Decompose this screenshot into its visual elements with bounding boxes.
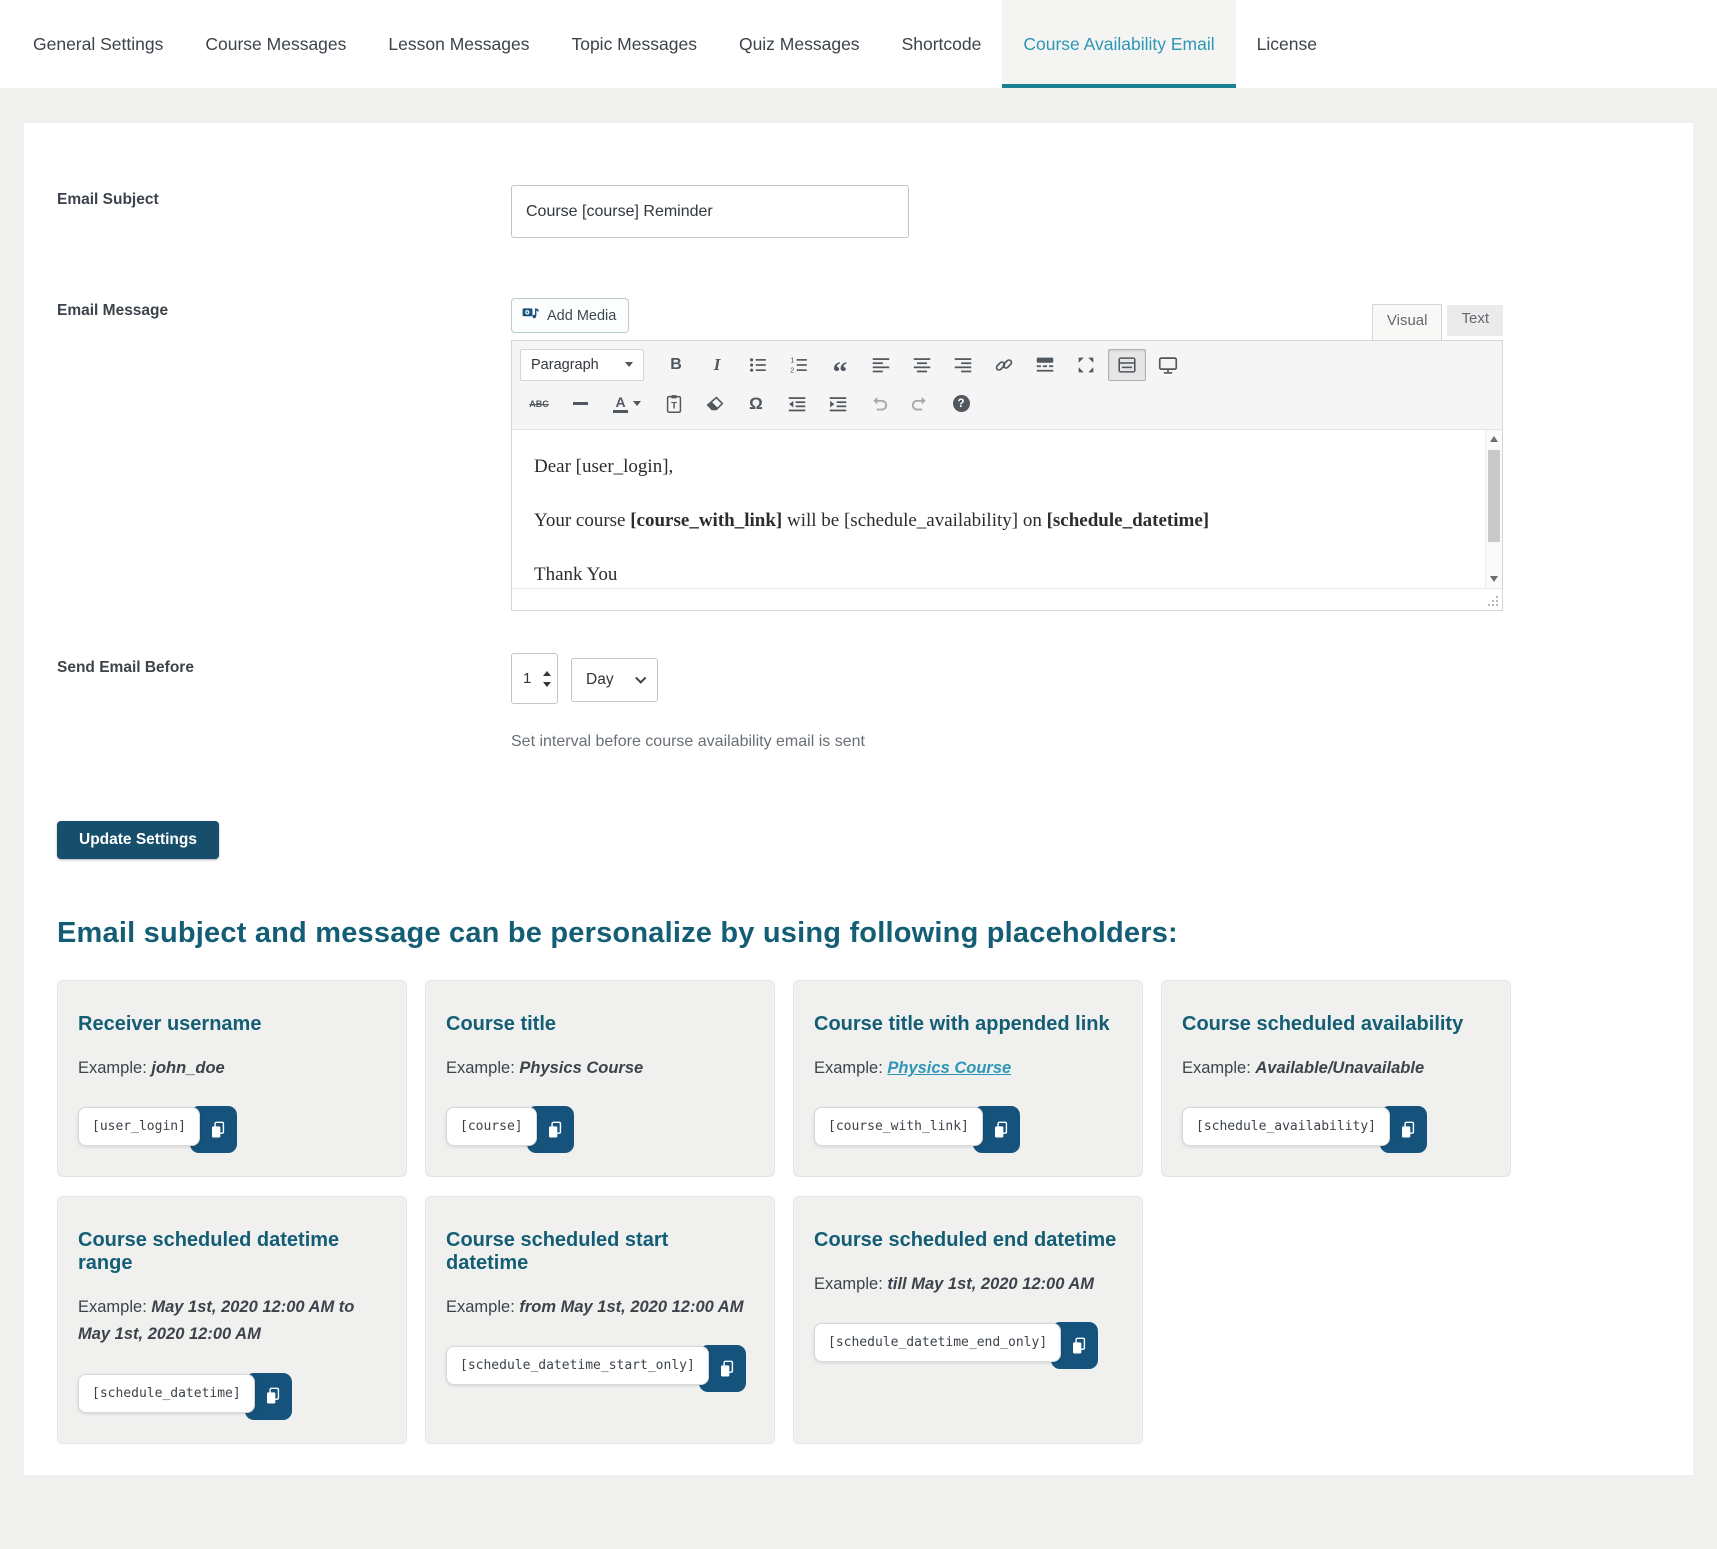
fullscreen-icon — [1075, 354, 1097, 376]
align-center-icon — [911, 354, 933, 376]
email-message-label: Email Message — [57, 302, 169, 319]
toolbar-toggle-button[interactable] — [1108, 349, 1146, 381]
numbered-list-button[interactable] — [780, 349, 818, 381]
chevron-down-icon — [625, 362, 633, 367]
italic-icon: I — [713, 354, 721, 374]
editor-content-area[interactable] — [512, 430, 1502, 588]
eraser-icon — [704, 393, 726, 415]
email-body-line: Thank You — [534, 564, 618, 585]
wp-editor — [511, 296, 1503, 611]
align-center-button[interactable] — [903, 349, 941, 381]
toolbar-row-2 — [520, 384, 1494, 423]
interval-number-input[interactable]: 1 — [511, 653, 558, 704]
copy-icon — [263, 1386, 283, 1406]
bulleted-list-icon — [747, 354, 769, 376]
shortcode-chip: [course] — [446, 1107, 537, 1146]
outdent-button[interactable] — [778, 388, 816, 420]
align-left-icon — [870, 354, 892, 376]
italic-button[interactable] — [698, 349, 736, 381]
visual-mode-tab[interactable]: Visual — [1372, 304, 1443, 340]
card-example: Example: May 1st, 2020 12:00 AM to May 1st, 2020 12:00 AM — [78, 1298, 355, 1344]
shortcode-chip: [user_login] — [78, 1107, 200, 1146]
tab-shortcode[interactable]: Shortcode — [901, 33, 982, 54]
copy-icon — [991, 1120, 1011, 1140]
paste-as-text-button[interactable] — [655, 388, 693, 420]
send-email-before-label: Send Email Before — [57, 659, 194, 676]
distraction-free-button[interactable] — [1149, 349, 1187, 381]
tab-quiz-messages[interactable]: Quiz Messages — [738, 33, 860, 54]
placeholder-card-schedule-availability — [1161, 980, 1511, 1177]
send-email-before-row — [57, 653, 1513, 751]
card-example: Example: Physics Course — [814, 1059, 1012, 1077]
placeholders-heading: Email subject and message can be personalize by using following placeholders: — [57, 917, 1178, 949]
help-button[interactable] — [942, 388, 980, 420]
tab-course-availability-email[interactable]: Course Availability Email — [1002, 0, 1235, 88]
align-right-icon — [952, 354, 974, 376]
placeholder-card-course — [425, 980, 775, 1177]
number-stepper — [543, 671, 551, 687]
copy-icon — [1398, 1120, 1418, 1140]
horizontal-rule-button[interactable] — [561, 388, 599, 420]
card-title: Course title — [446, 1013, 557, 1035]
card-title: Course scheduled datetime range — [78, 1229, 340, 1275]
bold-button[interactable] — [657, 349, 695, 381]
card-title: Course scheduled availability — [1182, 1013, 1464, 1035]
shortcode-chip: [schedule_datetime] — [78, 1374, 255, 1413]
placeholder-card-course-with-link — [793, 980, 1143, 1177]
card-title: Course title with appended link — [814, 1013, 1110, 1035]
copy-icon — [545, 1120, 565, 1140]
fullscreen-button[interactable] — [1067, 349, 1105, 381]
monitor-icon — [1157, 354, 1179, 376]
indent-button[interactable] — [819, 388, 857, 420]
blockquote-button[interactable]: “ — [821, 349, 859, 381]
bulleted-list-button[interactable] — [739, 349, 777, 381]
card-title: Course scheduled start datetime — [446, 1229, 669, 1275]
svg-text:T: T — [671, 400, 677, 412]
email-subject-row — [57, 185, 1513, 238]
resize-grip[interactable] — [1486, 594, 1498, 606]
email-subject-input[interactable] — [511, 185, 909, 238]
shortcode-chip: [schedule_datetime_start_only] — [446, 1346, 709, 1385]
copy-icon — [1069, 1336, 1089, 1356]
text-mode-tab[interactable]: Text — [1447, 305, 1503, 336]
special-character-button[interactable] — [737, 388, 775, 420]
editor-scrollbar[interactable] — [1485, 430, 1502, 588]
editor-toolbar — [512, 341, 1502, 430]
numbered-list-icon — [788, 354, 810, 376]
help-icon: ? — [953, 395, 970, 412]
placeholder-card-schedule-datetime — [57, 1196, 407, 1443]
copy-icon — [717, 1359, 737, 1379]
add-media-label: Add Media — [547, 307, 617, 324]
scroll-down-arrow[interactable] — [1486, 571, 1502, 587]
shortcode-chip: [course_with_link] — [814, 1107, 983, 1146]
placeholder-card-schedule-end — [793, 1196, 1143, 1443]
placeholder-card-schedule-start — [425, 1196, 775, 1443]
tab-general-settings[interactable]: General Settings — [33, 33, 164, 54]
stepper-down-icon[interactable] — [543, 682, 551, 687]
settings-tab-bar — [0, 0, 1717, 88]
indent-icon — [827, 393, 849, 415]
editor-status-bar — [512, 588, 1502, 610]
shortcode-chip: [schedule_datetime_end_only] — [814, 1323, 1061, 1362]
update-settings-button[interactable]: Update Settings — [57, 821, 219, 859]
email-subject-label: Email Subject — [57, 191, 159, 208]
align-left-button[interactable] — [862, 349, 900, 381]
settings-panel — [24, 123, 1693, 1475]
outdent-icon — [786, 393, 808, 415]
email-message-row — [57, 296, 1513, 611]
email-body-line: Dear [user_login], — [534, 456, 674, 477]
toolbar-toggle-icon — [1116, 354, 1138, 376]
card-example: Example: Available/Unavailable — [1182, 1059, 1425, 1077]
copy-icon — [208, 1120, 228, 1140]
undo-icon — [868, 393, 890, 415]
clear-formatting-button[interactable] — [696, 388, 734, 420]
tab-license[interactable]: License — [1256, 33, 1317, 54]
redo-icon — [909, 393, 931, 415]
shortcode-chip: [schedule_availability] — [1182, 1107, 1390, 1146]
editor-tools-row — [511, 296, 1503, 340]
card-example: Example: Physics Course — [446, 1059, 644, 1077]
read-more-button[interactable] — [1026, 349, 1064, 381]
undo-button[interactable] — [860, 388, 898, 420]
text-color-icon: A — [613, 394, 627, 413]
editor-box — [511, 340, 1503, 611]
card-example: Example: from May 1st, 2020 12:00 AM — [446, 1298, 744, 1317]
card-example: Example: till May 1st, 2020 12:00 AM — [814, 1275, 1095, 1294]
email-body-line: Your course [course_with_link] will be [schedule_availability] on [schedule_datetime] — [534, 510, 1210, 531]
align-right-button[interactable] — [944, 349, 982, 381]
strikethrough-icon: ABC — [529, 398, 549, 409]
interval-help-text: Set interval before course availability email is sent — [511, 733, 865, 750]
toolbar-row-1 — [520, 345, 1494, 389]
horizontal-rule-icon — [573, 402, 588, 404]
interval-unit-select[interactable]: Day — [571, 658, 658, 702]
insert-link-button[interactable] — [985, 349, 1023, 381]
chevron-down-icon — [633, 401, 641, 406]
card-title: Course scheduled end datetime — [814, 1229, 1117, 1252]
omega-icon: Ω — [749, 393, 763, 413]
paragraph-style-select[interactable]: Paragraph — [520, 349, 644, 381]
send-email-before-controls — [511, 653, 1513, 704]
bold-icon: B — [670, 355, 682, 373]
add-media-button[interactable] — [511, 298, 629, 333]
read-more-icon — [1034, 354, 1056, 376]
link-icon — [993, 354, 1015, 376]
placeholder-cards-grid — [57, 980, 1513, 1444]
tab-course-messages[interactable]: Course Messages — [205, 33, 347, 54]
scrollbar-thumb[interactable] — [1488, 450, 1500, 542]
email-body-text — [512, 430, 1502, 586]
stepper-up-icon[interactable] — [543, 671, 551, 676]
text-color-button[interactable] — [602, 388, 652, 420]
example-course-link[interactable]: Physics Course — [887, 1059, 1012, 1077]
paste-as-text-icon — [663, 393, 685, 415]
scroll-up-arrow[interactable] — [1486, 431, 1502, 447]
editor-mode-switch — [1372, 304, 1503, 340]
redo-button[interactable] — [901, 388, 939, 420]
svg-text:1: 1 — [790, 355, 795, 365]
card-title: Receiver username — [78, 1013, 262, 1035]
chevron-down-icon — [635, 673, 646, 684]
svg-text:2: 2 — [790, 364, 795, 374]
placeholder-card-user-login — [57, 980, 407, 1177]
strikethrough-button[interactable] — [520, 388, 558, 420]
card-example: Example: john_doe — [78, 1059, 225, 1077]
tab-topic-messages[interactable]: Topic Messages — [571, 33, 697, 54]
media-icon — [521, 304, 540, 327]
tab-lesson-messages[interactable]: Lesson Messages — [388, 33, 530, 54]
